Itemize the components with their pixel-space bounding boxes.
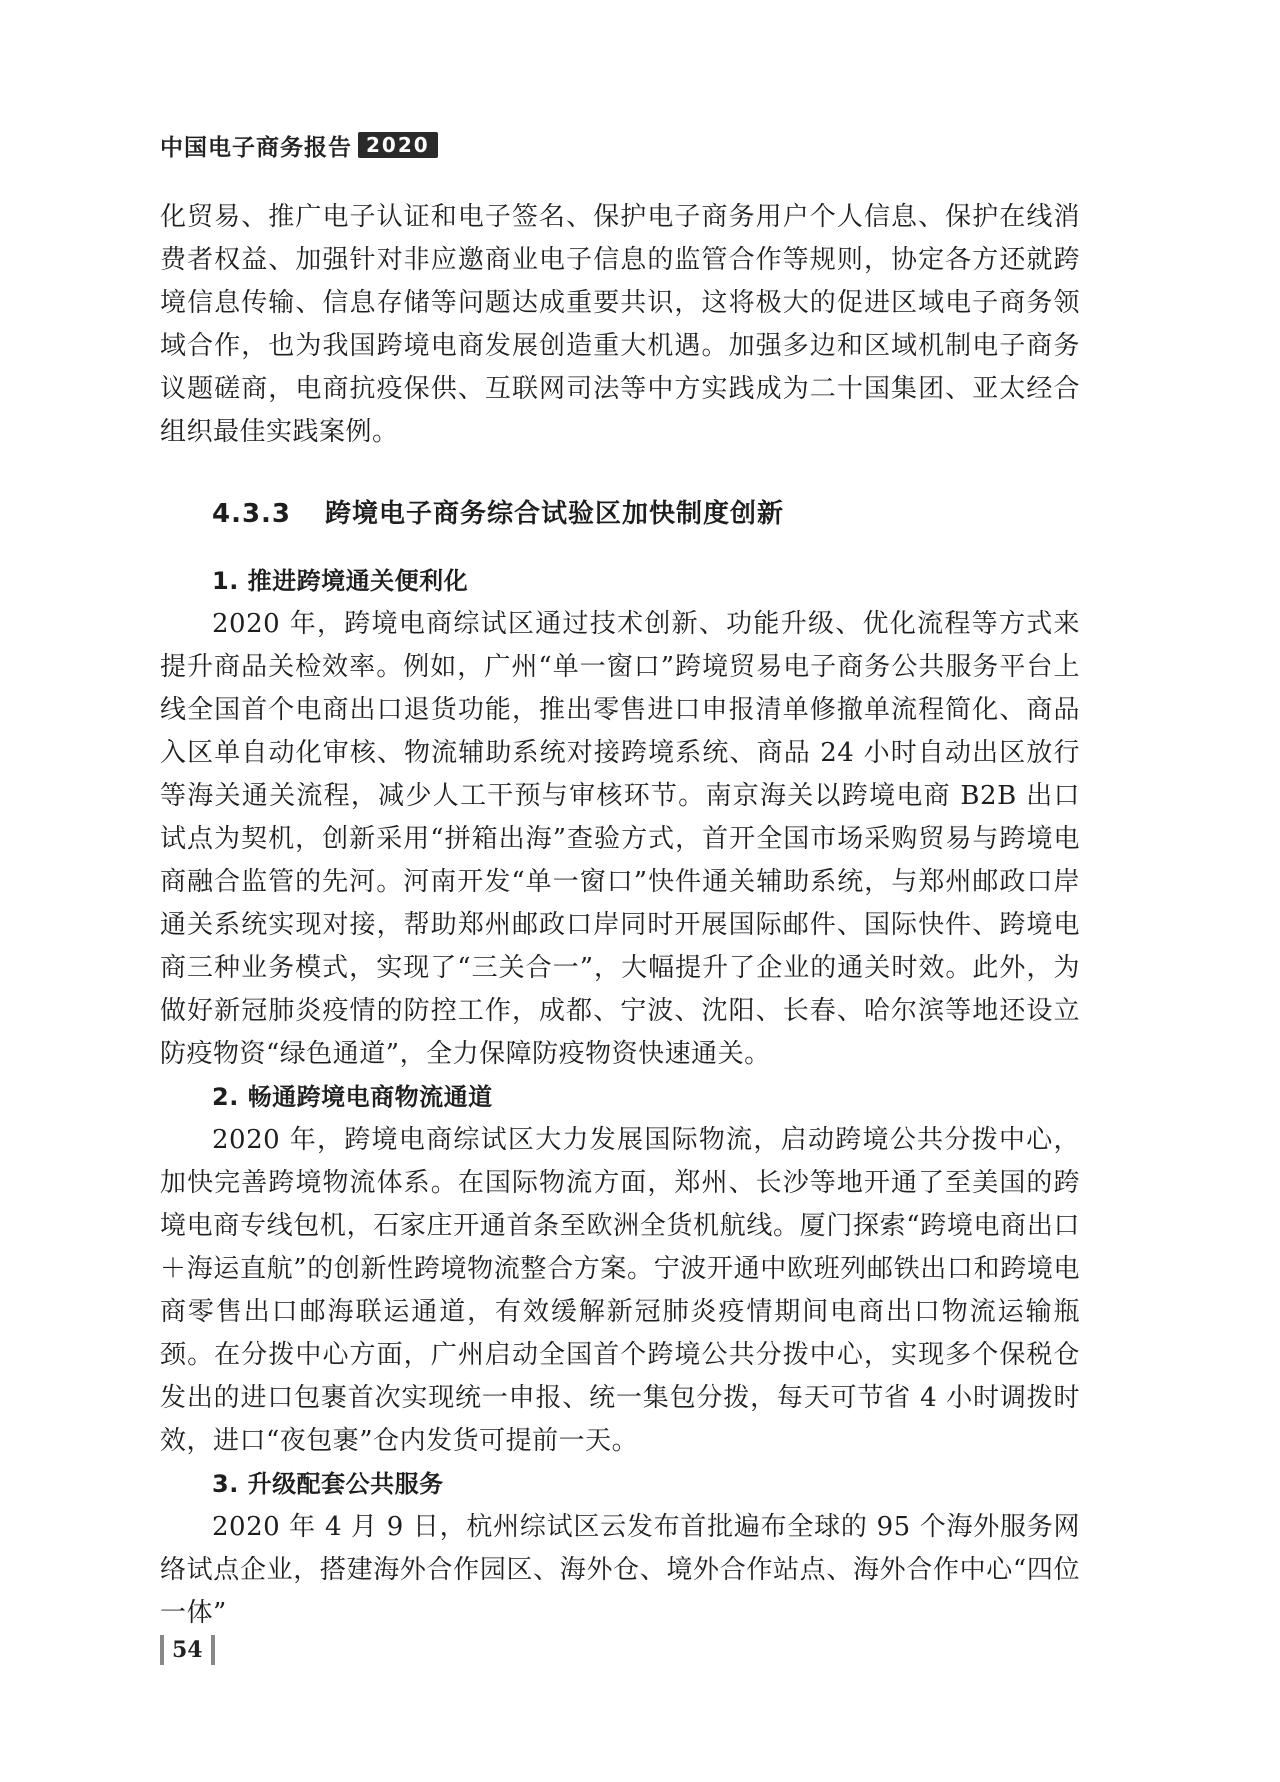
subsection-paragraph-3: 2020 年 4 月 9 日，杭州综试区云发布首批遍布全球的 95 个海外服务网络试点企业，搭建海外合作园区、海外仓、境外合作站点、海外合作中心“四位一体” <box>160 1512 1080 1628</box>
subsection-heading-1: 1. 推进跨境通关便利化 <box>212 567 469 595</box>
running-header-year-badge: 2020 <box>358 132 438 158</box>
intro-paragraph: 化贸易、推广电子认证和电子签名、保护电子商务用户个人信息、保护在线消费者权益、加强针对非应邀商业电子信息的监管合作等规则，协定各方还就跨境信息传输、信息存储等问题达成重要共识，这将极大的促进区域电子商务领域合作，也为我国跨境电商发展创造重大机遇。加强多边和区域机制电子商务议题磋商，电商抗疫保供、互联网司法等中方实践成为二十国集团、亚太经合组织最佳实践案例。 <box>160 202 1080 447</box>
subsection-paragraph-2: 2020 年，跨境电商综试区大力发展国际物流，启动跨境公共分拨中心，加快完善跨境物流体系。在国际物流方面，郑州、长沙等地开通了至美国的跨境电商专线包机，石家庄开通首条至欧洲全货机航线。厦门探索“跨境电商出口＋海运直航”的创新性跨境物流整合方案。宁波开通中欧班列邮铁出口和跨境电商零售出口邮海联运通道，有效缓解新冠肺炎疫情期间电商出口物流运输瓶颈。在分拨中心方面，广州启动全国首个跨境公共分拨中心，实现多个保税仓发出的进口包裹首次实现统一申报、统一集包分拨，每天可节省 4 小时调拨时效，进口“夜包裹”仓内发货可提前一天。 <box>160 1125 1080 1456</box>
subsection-heading-3: 3. 升级配套公共服务 <box>212 1470 444 1498</box>
page-number-right-bar <box>211 1635 215 1665</box>
section-heading <box>212 494 1080 534</box>
running-header <box>160 130 438 160</box>
page-number: 54 <box>172 1637 203 1663</box>
page-number-footer <box>160 1633 215 1667</box>
page-number-left-bar <box>160 1635 164 1665</box>
page-body <box>160 196 1080 1635</box>
running-header-title: 中国电子商务报告 <box>160 134 352 161</box>
section-number: 4.3.3 <box>212 499 292 529</box>
subsection-heading-2: 2. 畅通跨境电商物流通道 <box>212 1083 493 1111</box>
subsection-paragraph-1: 2020 年，跨境电商综试区通过技术创新、功能升级、优化流程等方式来提升商品关检效率。例如，广州“单一窗口”跨境贸易电子商务公共服务平台上线全国首个电商出口退货功能，推出零售进口申报清单修撤单流程简化、商品入区单自动化审核、物流辅助系统对接跨境系统、商品 24 小时自动出区放行等海关通关流程，减少人工干预与审核环节。南京海关以跨境电商 B2B 出口试点为契机，创新采用“拼箱出海”查验方式，首开全国市场采购贸易与跨境电商融合监管的先河。河南开发“单一窗口”快件通关辅助系统，与郑州邮政口岸通关系统实现对接，帮助郑州邮政口岸同时开展国际邮件、国际快件、跨境电商三种业务模式，实现了“三关合一”，大幅提升了企业的通关时效。此外，为做好新冠肺炎疫情的防控工作，成都、宁波、沈阳、长春、哈尔滨等地还设立防疫物资“绿色通道”，全力保障防疫物资快速通关。 <box>160 609 1080 1069</box>
section-title: 跨境电子商务综合试验区加快制度创新 <box>325 499 785 529</box>
